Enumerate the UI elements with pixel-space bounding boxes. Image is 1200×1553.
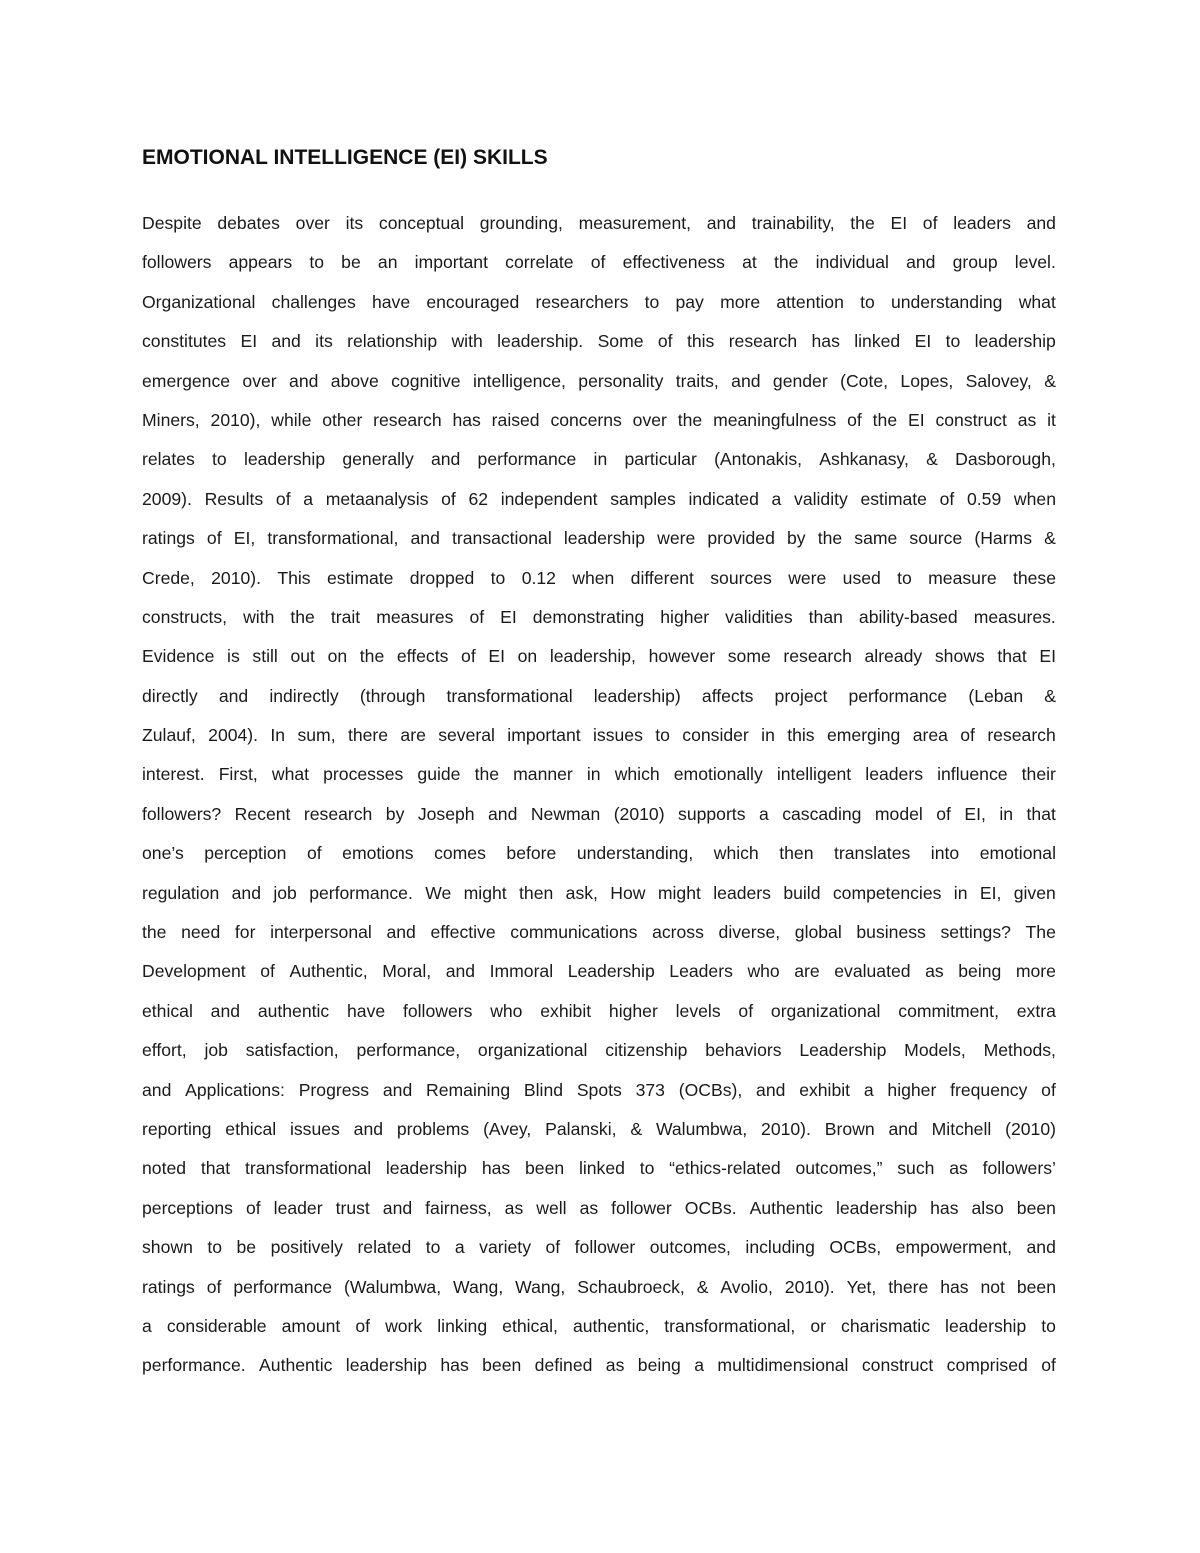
body-line: Crede, 2010). This estimate dropped to 0.12 when different sources were used to measure these bbox=[142, 567, 1056, 588]
body-line: Organizational challenges have encouraged researchers to pay more attention to understanding what bbox=[142, 291, 1056, 312]
body-line: ratings of EI, transformational, and transactional leadership were provided by the same source (Harms & bbox=[142, 528, 1056, 549]
body-line: 2009). Results of a metaanalysis of 62 independent samples indicated a validity estimate of 0.59 when bbox=[142, 488, 1056, 509]
body-line: directly and indirectly (through transformational leadership) affects project performance (Leban & bbox=[142, 685, 1056, 706]
body-line: performance. Authentic leadership has been defined as being a multidimensional construct comprised of bbox=[142, 1355, 1056, 1376]
body-line: effort, job satisfaction, performance, organizational citizenship behaviors Leadership Models, Methods, bbox=[142, 1040, 1056, 1061]
body-line: followers appears to be an important correlate of effectiveness at the individual and group level. bbox=[142, 252, 1056, 273]
body-paragraph bbox=[142, 208, 1056, 1390]
body-line: reporting ethical issues and problems (Avey, Palanski, & Walumbwa, 2010). Brown and Mitchell (2010) bbox=[142, 1118, 1056, 1139]
body-line: noted that transformational leadership has been linked to “ethics-related outcomes,” such as followers’ bbox=[142, 1158, 1056, 1179]
body-line: shown to be positively related to a variety of follower outcomes, including OCBs, empowerment, and bbox=[142, 1237, 1056, 1258]
body-line: one’s perception of emotions comes before understanding, which then translates into emotional bbox=[142, 843, 1056, 864]
body-line: ethical and authentic have followers who exhibit higher levels of organizational commitment, extra bbox=[142, 1000, 1056, 1021]
body-line: relates to leadership generally and performance in particular (Antonakis, Ashkanasy, & Dasborough, bbox=[142, 449, 1056, 470]
document-title: EMOTIONAL INTELLIGENCE (EI) SKILLS bbox=[142, 146, 548, 169]
body-line: ratings of performance (Walumbwa, Wang, Wang, Schaubroeck, & Avolio, 2010). Yet, there has not been bbox=[142, 1276, 1056, 1297]
body-line: a considerable amount of work linking ethical, authentic, transformational, or charismatic leadership to bbox=[142, 1315, 1056, 1336]
body-line: regulation and job performance. We might then ask, How might leaders build competencies in EI, given bbox=[142, 882, 1056, 903]
body-line: Despite debates over its conceptual grounding, measurement, and trainability, the EI of leaders and bbox=[142, 213, 1056, 233]
body-line: the need for interpersonal and effective communications across diverse, global business settings? The bbox=[142, 922, 1056, 943]
body-line: constructs, with the trait measures of EI demonstrating higher validities than ability-based measures. bbox=[142, 606, 1056, 627]
body-line: constitutes EI and its relationship with leadership. Some of this research has linked EI to leadership bbox=[142, 331, 1056, 352]
body-line: Development of Authentic, Moral, and Immoral Leadership Leaders who are evaluated as being more bbox=[142, 961, 1056, 982]
body-line: Zulauf, 2004). In sum, there are several important issues to consider in this emerging area of research bbox=[142, 725, 1056, 746]
body-line: perceptions of leader trust and fairness, as well as follower OCBs. Authentic leadership has also been bbox=[142, 1197, 1056, 1218]
body-line: Miners, 2010), while other research has raised concerns over the meaningfulness of the EI construct as it bbox=[142, 409, 1056, 430]
body-line: interest. First, what processes guide the manner in which emotionally intelligent leaders influence their bbox=[142, 764, 1056, 785]
body-line: followers? Recent research by Joseph and Newman (2010) supports a cascading model of EI, in that bbox=[142, 803, 1056, 824]
body-line: and Applications: Progress and Remaining Blind Spots 373 (OCBs), and exhibit a higher frequency of bbox=[142, 1079, 1056, 1100]
body-line: Evidence is still out on the effects of EI on leadership, however some research already shows that EI bbox=[142, 646, 1056, 667]
body-line: emergence over and above cognitive intelligence, personality traits, and gender (Cote, Lopes, Salovey, & bbox=[142, 370, 1056, 391]
